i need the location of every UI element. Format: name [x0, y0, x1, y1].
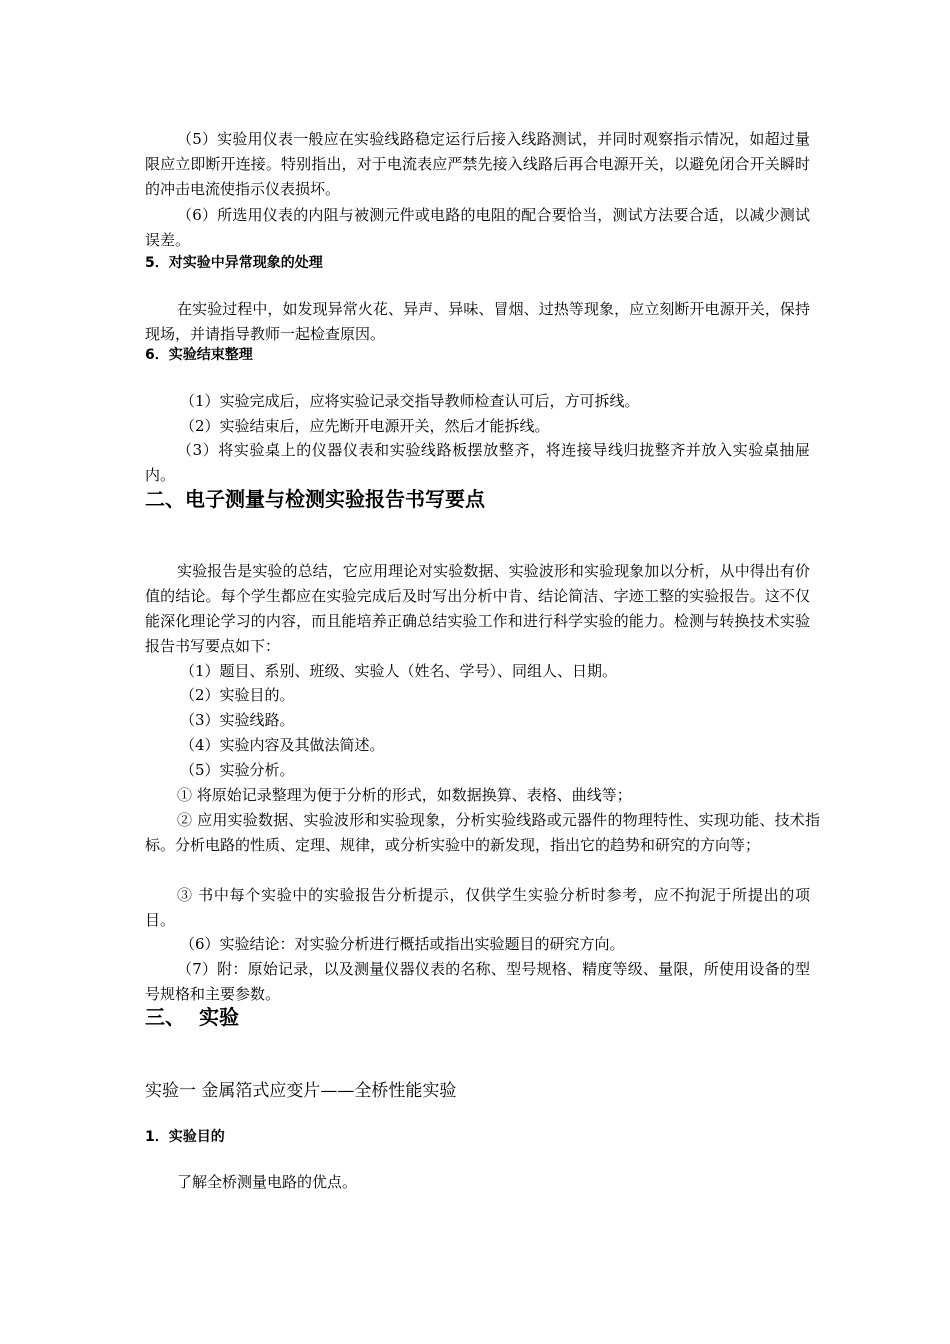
- section-heading-experiment: [145, 1003, 239, 1031]
- list-item-sub-1: ① 将原始记录整理为便于分析的形式，如数据换算、表格、曲线等；: [177, 786, 632, 804]
- section-heading-text: 实验: [199, 1005, 239, 1029]
- paragraph-abnormal: 在实验过程中，如发现异常火花、异声、异味、冒烟、过热等现象，应立刻断开电源开关，保持现场，并请指导教师一起检查原因。: [145, 300, 810, 343]
- paragraph-purpose: 了解全桥测量电路的优点。: [177, 1173, 358, 1191]
- list-item-report-5: （5）实验分析。: [180, 761, 295, 779]
- list-item-report-7: （7）附：原始记录，以及测量仪器仪表的名称、型号规格、精度等级、量限，所使用设备的型号规格和主要参数。: [145, 960, 810, 1003]
- paragraph-item-5: （5）实验用仪表一般应在实验线路稳定运行后接入线路测试，并同时观察指示情况，如超过量限应立即断开连接。特别指出，对于电流表应严禁先接入线路后再合电源开关，以避免闭合开关瞬时的冲击电流使指示仪表损坏。: [145, 130, 810, 198]
- heading-abnormal-handling: 5．对实验中异常现象的处理: [145, 255, 323, 271]
- list-item-end-2: （2）实验结束后，应先断开电源开关，然后才能拆线。: [180, 417, 550, 435]
- list-item-sub-3: ③ 书中每个实验中的实验报告分析提示，仅供学生实验分析时参考，应不拘泥于所提出的项目。: [145, 886, 810, 929]
- list-item-report-6: （6）实验结论：对实验分析进行概括或指出实验题目的研究方向。: [180, 935, 625, 953]
- list-item-end-3: （3）将实验桌上的仪器仪表和实验线路板摆放整齐，将连接导线归拢整齐并放入实验桌抽屉内。: [145, 441, 810, 484]
- section-heading-number: 三、: [145, 1005, 185, 1029]
- list-item-report-2: （2）实验目的。: [180, 686, 295, 704]
- list-item-report-4: （4）实验内容及其做法简述。: [180, 736, 385, 754]
- heading-experiment-purpose: 1．实验目的: [145, 1129, 225, 1145]
- list-item-report-1: （1）题目、系别、班级、实验人（姓名、学号）、同组人、日期。: [180, 662, 618, 680]
- section-heading-report: 二、电子测量与检测实验报告书写要点: [145, 487, 485, 511]
- list-item-sub-2: ② 应用实验数据、实验波形和实验现象，分析实验线路或元器件的物理特性、实现功能、技术指标。分析电路的性质、定理、规律，或分析实验中的新发现，指出它的趋势和研究的方向等；: [145, 811, 820, 854]
- list-item-end-1: （1）实验完成后，应将实验记录交指导教师检查认可后，方可拆线。: [180, 392, 640, 410]
- paragraph-report-intro: 实验报告是实验的总结，它应用理论对实验数据、实验波形和实验现象加以分析，从中得出有价值的结论。每个学生都应在实验完成后及时写出分析中肯、结论简洁、字迹工整的实验报告。这不仅能深化理论学习的内容，而且能培养正确总结实验工作和进行科学实验的能力。检测与转换技术实验报告书写要点如下：: [145, 562, 810, 655]
- paragraph-item-6: （6）所选用仪表的内阻与被测元件或电路的电阻的配合要恰当，测试方法要合适，以减少测试误差。: [145, 206, 810, 249]
- heading-experiment-end: 6．实验结束整理: [145, 347, 253, 363]
- experiment-title: 实验一 金属箔式应变片——全桥性能实验: [145, 1081, 457, 1101]
- list-item-report-3: （3）实验线路。: [180, 711, 295, 729]
